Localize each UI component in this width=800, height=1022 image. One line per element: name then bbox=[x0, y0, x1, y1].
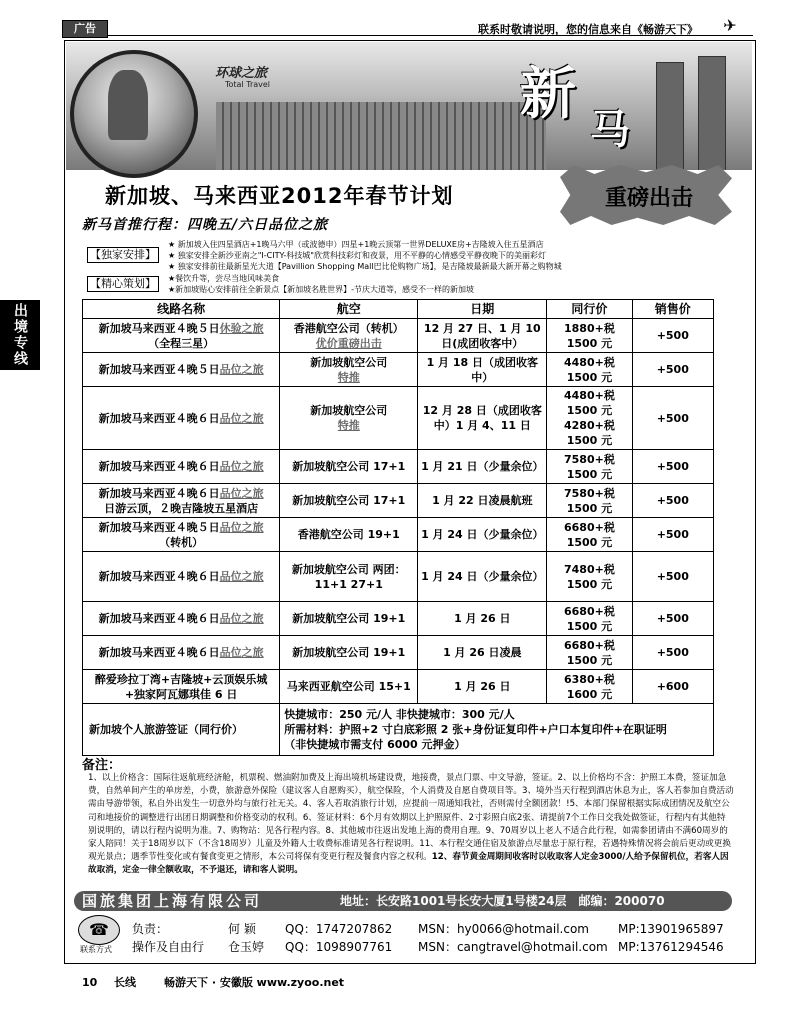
contact-name: 仓玉婷 bbox=[228, 940, 265, 954]
footer-section: 长线 bbox=[114, 976, 136, 989]
peer-price-cell: 7580+税 1500 元 bbox=[547, 484, 632, 518]
air-cell: 新加坡航空公司 17+1 bbox=[280, 484, 418, 518]
date-cell: 1 月 24 日（少量余位） bbox=[418, 518, 547, 552]
col-airline: 航空 bbox=[280, 300, 418, 319]
visa-line: （非快捷城市需支付 6000 元押金） bbox=[284, 738, 466, 751]
sale-price-cell: +500 bbox=[632, 319, 713, 353]
visa-line: 所需材料：护照+2 寸白底彩照 2 张+身份证复印件+户口本复印件+在职证明 bbox=[284, 723, 667, 736]
date-cell: 1 月 26 日凌晨 bbox=[418, 636, 547, 670]
air-cell: 新加坡航空公司 19+1 bbox=[280, 602, 418, 636]
peer-price-cell: 6680+税 1500 元 bbox=[547, 636, 632, 670]
peer-price-cell: 6380+税 1600 元 bbox=[547, 670, 632, 704]
table-row bbox=[83, 387, 714, 450]
date-cell: 1 月 24 日（少量余位） bbox=[418, 552, 547, 602]
route-cell: 新加坡马来西亚４晚６日品位之旅 日游云顶，２晚吉隆坡五星酒店 bbox=[83, 484, 280, 518]
air-cell: 马来西亚航空公司 15+1 bbox=[280, 670, 418, 704]
contact-qq: QQ：1747207862 bbox=[285, 922, 393, 936]
col-sale-price: 销售价 bbox=[632, 300, 713, 319]
table-row bbox=[83, 450, 714, 484]
route-cell: 新加坡马来西亚４晚５日休验之旅 （全程三星） bbox=[83, 319, 280, 353]
planning-label: 【精心策划】 bbox=[87, 276, 159, 292]
table-row bbox=[83, 602, 714, 636]
col-peer-price: 同行价 bbox=[547, 300, 632, 319]
col-date: 日期 bbox=[418, 300, 547, 319]
sale-price-cell: +500 bbox=[632, 353, 713, 387]
peer-price-cell: 1880+税 1500 元 bbox=[547, 319, 632, 353]
contact-msn: MSN：cangtravel@hotmail.com bbox=[418, 940, 608, 954]
exclusive-item: ★ 独家安排前往最新星光大道【Pavillion Shopping Mall巴比伦购物广场】，是吉隆坡最新最大新开幕之购物城 bbox=[168, 262, 562, 271]
sale-price-cell: +500 bbox=[632, 518, 713, 552]
visa-row bbox=[83, 704, 714, 756]
route-cell: 新加坡马来西亚４晚５日品位之旅 （转机） bbox=[83, 518, 280, 552]
date-cell: 1 月 18 日（成团收客中） bbox=[418, 353, 547, 387]
sale-price-cell: +500 bbox=[632, 387, 713, 450]
banner-title-xin: 新 bbox=[520, 61, 576, 127]
air-cell: 香港航空公司（转机） 优价重磅出击 bbox=[280, 319, 418, 353]
contact-role: 操作及自由行 bbox=[132, 940, 205, 954]
top-note: 联系时敬请说明，您的信息来自《畅游天下》 bbox=[478, 23, 698, 36]
table-row bbox=[83, 552, 714, 602]
date-cell: 1 月 26 日 bbox=[418, 670, 547, 704]
company-address: 地址：长安路1001号长安大厦1号楼24层 邮编：200070 bbox=[340, 894, 665, 908]
peer-price-cell: 4480+税 1500 元 bbox=[547, 353, 632, 387]
headline: 新加坡、马来西亚2012年春节计划 bbox=[105, 184, 454, 208]
footer-magazine: 畅游天下 · 安徽版 www.zyoo.net bbox=[164, 976, 345, 989]
peer-price-cell: 4480+税 1500 元 4280+税 1500 元 bbox=[547, 387, 632, 450]
contact-mobile: MP:13761294546 bbox=[618, 940, 724, 954]
tower-right bbox=[698, 56, 726, 170]
exclusive-label: 【独家安排】 bbox=[87, 247, 159, 263]
tower-left bbox=[656, 62, 684, 170]
contact-mobile: MP:13901965897 bbox=[618, 922, 724, 936]
side-tab: 出境专线 bbox=[0, 300, 40, 370]
sale-price-cell: +500 bbox=[632, 552, 713, 602]
peer-price-cell: 7580+税 1500 元 bbox=[547, 450, 632, 484]
air-cell: 香港航空公司 19+1 bbox=[280, 518, 418, 552]
date-cell: 1 月 21 日（少量余位） bbox=[418, 450, 547, 484]
notes-text bbox=[88, 772, 734, 878]
table-header-row bbox=[83, 300, 714, 319]
date-cell: 12 月 27 日、1 月 10 日(成团收客中） bbox=[418, 319, 547, 353]
visa-line: 快捷城市：250 元/人 非快捷城市：300 元/人 bbox=[284, 708, 515, 721]
notes-bold: 12、春节黄金周期间收客时以收取客人定金3000/人给予保留机位，若客人因故取消，定金一律全额收取，不予退还，请和客人说明。 bbox=[88, 852, 729, 876]
merlion-statue bbox=[108, 70, 148, 140]
sale-price-cell: +500 bbox=[632, 450, 713, 484]
table-row bbox=[83, 353, 714, 387]
air-cell: 新加坡航空公司 特推 bbox=[280, 387, 418, 450]
building-graphic bbox=[216, 102, 546, 170]
contact-name: 何 颖 bbox=[228, 922, 256, 936]
route-cell: 新加坡马来西亚４晚５日品位之旅 bbox=[83, 353, 280, 387]
sale-price-cell: +500 bbox=[632, 484, 713, 518]
brand-logo-sub: Total Travel bbox=[225, 80, 271, 89]
sale-price-cell: +500 bbox=[632, 636, 713, 670]
route-cell: 新加坡马来西亚４晚６日品位之旅 bbox=[83, 602, 280, 636]
table-row bbox=[83, 518, 714, 552]
notes-body: 1、以上价格含：国际往返航班经济舱，机票税、燃油附加费及上海出境机场建设费，地接费，景点门票、中文导游，签证。2、以上价格均不含：护照工本费，签证加急费，自然单间产生的单房差，小费，旅游意外保险（建议客人自愿购买），航空保险，个人消费及自愿自费项目等。3、境外当天行程到酒店休息为止，客人若参加自费活动需由导游带领，私自外出发生一切意外均与旅行社无关。4、客人若取消旅行计划，应提前一周通知我社，否则需付全额团款！!5、本部门保留根据实际成团情况及航空公司和地接价的调整进行出团日期调整和价格变动的权利。6、签证材料：6个月有效期以上护照原件、2寸彩照白底2张、请提前7个工作日交我处做签证，行程内有其他特别说明的，请以行程内说明为准。7、购物站：见各行程内容。8、其他城市往返出发地上海的费用自理。9、70周岁以上老人不适合此行程，如需参团请由不满60周岁的家人陪同！关于18周岁以下（不含18周岁）儿童及外籍人士收费标准请见各行程说明。11、本行程交通住宿及旅游点尽量忠于原行程，若遇特殊情况将会前后更动或更换观光景点；遇季节性变化或有餐食变更之情形，本公司将保有变更行程及餐食内容之权利。 bbox=[88, 773, 734, 863]
peer-price-cell: 6680+税 1500 元 bbox=[547, 602, 632, 636]
route-cell: 醉爱珍拉丁湾+吉隆坡+云顶娱乐城+独家阿瓦娜琪佳 6 日 bbox=[83, 670, 280, 704]
exclusive-item: ★ 新加坡入住四星酒店+1晚马六甲（或波德申）四星+1晚云顶第一世界DELUXE房+吉隆坡入住五星酒店 bbox=[168, 240, 544, 249]
table-row bbox=[83, 484, 714, 518]
magazine-logo-icon: ✈ bbox=[723, 16, 737, 35]
brand-logo: 环球之旅 bbox=[215, 66, 268, 81]
burst-text: 重磅出击 bbox=[604, 186, 693, 211]
date-cell: 1 月 26 日 bbox=[418, 602, 547, 636]
sale-price-cell: +500 bbox=[632, 602, 713, 636]
page-number: 10 bbox=[82, 976, 98, 989]
planning-item: ★新加坡贴心安排前往全新景点【新加坡名胜世界】-节庆大道等，感受不一样的新加坡 bbox=[168, 285, 475, 294]
date-cell: 1 月 22 日凌晨航班 bbox=[418, 484, 547, 518]
peer-price-cell: 7480+税 1500 元 bbox=[547, 552, 632, 602]
exclusive-item: ★ 独家安排全新沙亚南之"I-CITY-科技城"欣赏科技彩灯和夜景，用不平静的心情感受平静夜晚下的美丽彩灯 bbox=[168, 251, 546, 260]
col-route: 线路名称 bbox=[83, 300, 280, 319]
table-row bbox=[83, 636, 714, 670]
route-cell: 新加坡马来西亚４晚６日品位之旅 bbox=[83, 636, 280, 670]
itinerary-table bbox=[82, 299, 714, 756]
contact-role: 负责： bbox=[132, 922, 169, 936]
company-name: 国旅集团上海有限公司 bbox=[82, 892, 263, 910]
air-cell: 新加坡航空公司 两团：11+1 27+1 bbox=[280, 552, 418, 602]
subhead: 新马首推行程：四晚五/六日品位之旅 bbox=[82, 217, 329, 233]
table-row bbox=[83, 670, 714, 704]
air-cell: 新加坡航空公司 17+1 bbox=[280, 450, 418, 484]
contact-label: 联系方式 bbox=[80, 945, 112, 954]
banner-title-ma: 马 bbox=[590, 106, 630, 153]
visa-label: 新加坡个人旅游签证（同行价） bbox=[83, 704, 280, 756]
phone-icon: ☎ bbox=[78, 915, 120, 945]
planning-item: ★餐饮升等，尝尽当地风味美食 bbox=[168, 274, 280, 283]
sale-price-cell: +600 bbox=[632, 670, 713, 704]
route-cell: 新加坡马来西亚４晚６日品位之旅 bbox=[83, 387, 280, 450]
ad-tag: 广告 bbox=[62, 20, 108, 38]
contact-msn: MSN：hy0066@hotmail.com bbox=[418, 922, 590, 936]
visa-detail bbox=[280, 704, 714, 756]
contact-qq: QQ：1098907761 bbox=[285, 940, 393, 954]
route-cell: 新加坡马来西亚４晚６日品位之旅 bbox=[83, 552, 280, 602]
table-row bbox=[83, 319, 714, 353]
notes-title: 备注： bbox=[82, 758, 122, 773]
date-cell: 12 月 28 日（成团收客中）1 月 4、11 日 bbox=[418, 387, 547, 450]
route-cell: 新加坡马来西亚４晚６日品位之旅 bbox=[83, 450, 280, 484]
air-cell: 新加坡航空公司 19+1 bbox=[280, 636, 418, 670]
peer-price-cell: 6680+税 1500 元 bbox=[547, 518, 632, 552]
air-cell: 新加坡航空公司 特推 bbox=[280, 353, 418, 387]
